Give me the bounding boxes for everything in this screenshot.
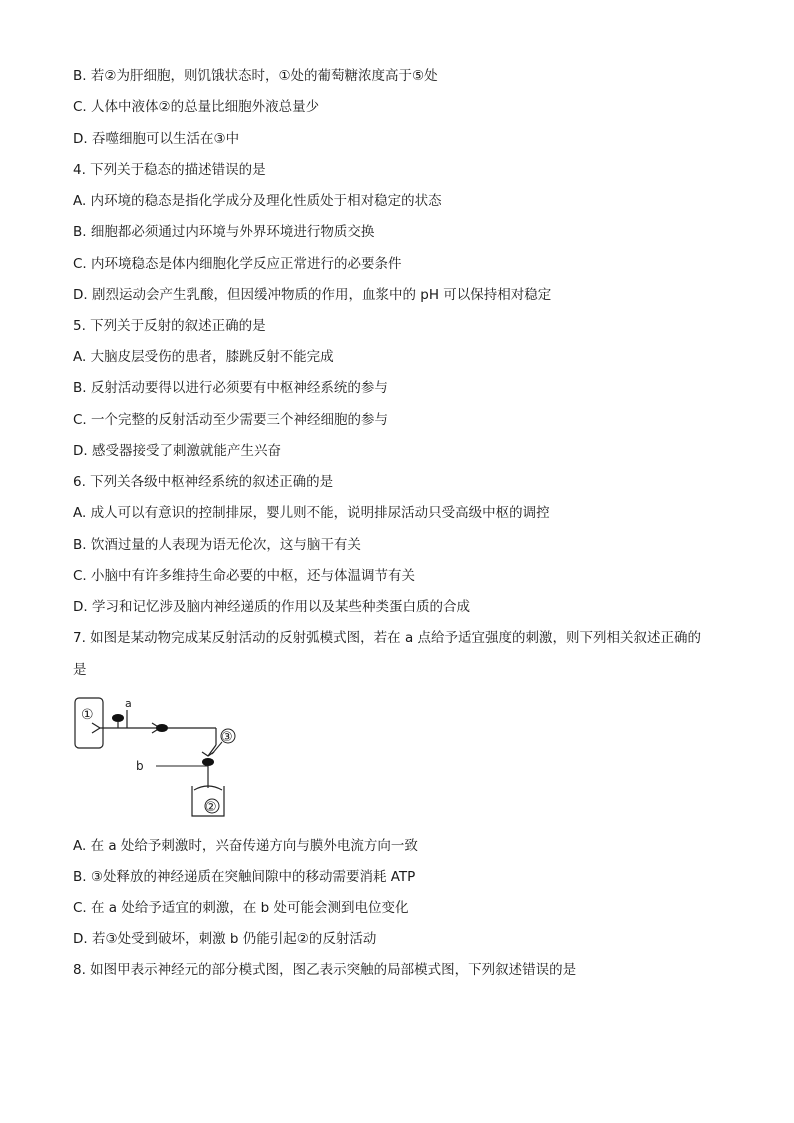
q6-option-b: B. 饮酒过量的人表现为语无伦次，这与脑干有关 <box>73 537 361 553</box>
q7-option-c: C. 在 a 处给予适宜的刺激，在 b 处可能会测到电位变化 <box>73 900 409 916</box>
q4-option-d: D. 剧烈运动会产生乳酸，但因缓冲物质的作用，血浆中的 pH 可以保持相对稳定 <box>73 287 552 303</box>
q7-option-d: D. 若③处受到破坏，刺激 b 仍能引起②的反射活动 <box>73 931 377 947</box>
q3-option-d: D. 吞噬细胞可以生活在③中 <box>73 131 240 147</box>
q5-option-b: B. 反射活动要得以进行必须要有中枢神经系统的参与 <box>73 380 388 396</box>
q4-option-c: C. 内环境稳态是体内细胞化学反应正常进行的必要条件 <box>73 256 402 272</box>
interneuron-body <box>156 724 168 732</box>
receptor-box <box>75 698 103 748</box>
q5-option-d: D. 感受器接受了刺激就能产生兴奋 <box>73 443 281 459</box>
reflex-arc-diagram <box>70 690 250 820</box>
label-2: ② <box>205 800 217 815</box>
receptor-ending <box>92 723 100 733</box>
q4-option-a: A. 内环境的稳态是指化学成分及理化性质处于相对稳定的状态 <box>73 193 442 209</box>
q5-stem: 5. 下列关于反射的叙述正确的是 <box>73 318 266 334</box>
label-3: ③ <box>221 730 233 745</box>
q3-option-b: B. 若②为肝细胞，则饥饿状态时，①处的葡萄糖浓度高于⑤处 <box>73 68 438 84</box>
label-1: ① <box>81 707 94 723</box>
q3-option-c: C. 人体中液体②的总量比细胞外液总量少 <box>73 99 320 115</box>
q8-stem: 8. 如图甲表示神经元的部分模式图，图乙表示突触的局部模式图，下列叙述错误的是 <box>73 962 577 978</box>
q4-stem: 4. 下列关于稳态的描述错误的是 <box>73 162 266 178</box>
q7-stem: 7. 如图是某动物完成某反射活动的反射弧模式图，若在 a 点给予适宜强度的刺激，则下列相关叙述正确的 <box>73 630 702 646</box>
q7-option-b: B. ③处释放的神经递质在突触间隙中的移动需要消耗 ATP <box>73 869 416 885</box>
q7-option-a: A. 在 a 处给予刺激时，兴奋传递方向与膜外电流方向一致 <box>73 838 418 854</box>
afferent-cell-body <box>112 714 124 722</box>
efferent-cell-body <box>202 758 214 766</box>
q5-option-a: A. 大脑皮层受伤的患者，膝跳反射不能完成 <box>73 349 334 365</box>
q7-stem-continued: 是 <box>73 662 87 678</box>
label-b: b <box>136 759 144 773</box>
q6-option-d: D. 学习和记忆涉及脑内神经递质的作用以及某些种类蛋白质的合成 <box>73 599 470 615</box>
q6-stem: 6. 下列关各级中枢神经系统的叙述正确的是 <box>73 474 334 490</box>
q6-option-c: C. 小脑中有许多维持生命必要的中枢，还与体温调节有关 <box>73 568 416 584</box>
q5-option-c: C. 一个完整的反射活动至少需要三个神经细胞的参与 <box>73 412 389 428</box>
q4-option-b: B. 细胞都必须通过内环境与外界环境进行物质交换 <box>73 224 375 240</box>
q6-option-a: A. 成人可以有意识的控制排尿，婴儿则不能，说明排尿活动只受高级中枢的调控 <box>73 505 550 521</box>
label-a: a <box>125 697 132 710</box>
